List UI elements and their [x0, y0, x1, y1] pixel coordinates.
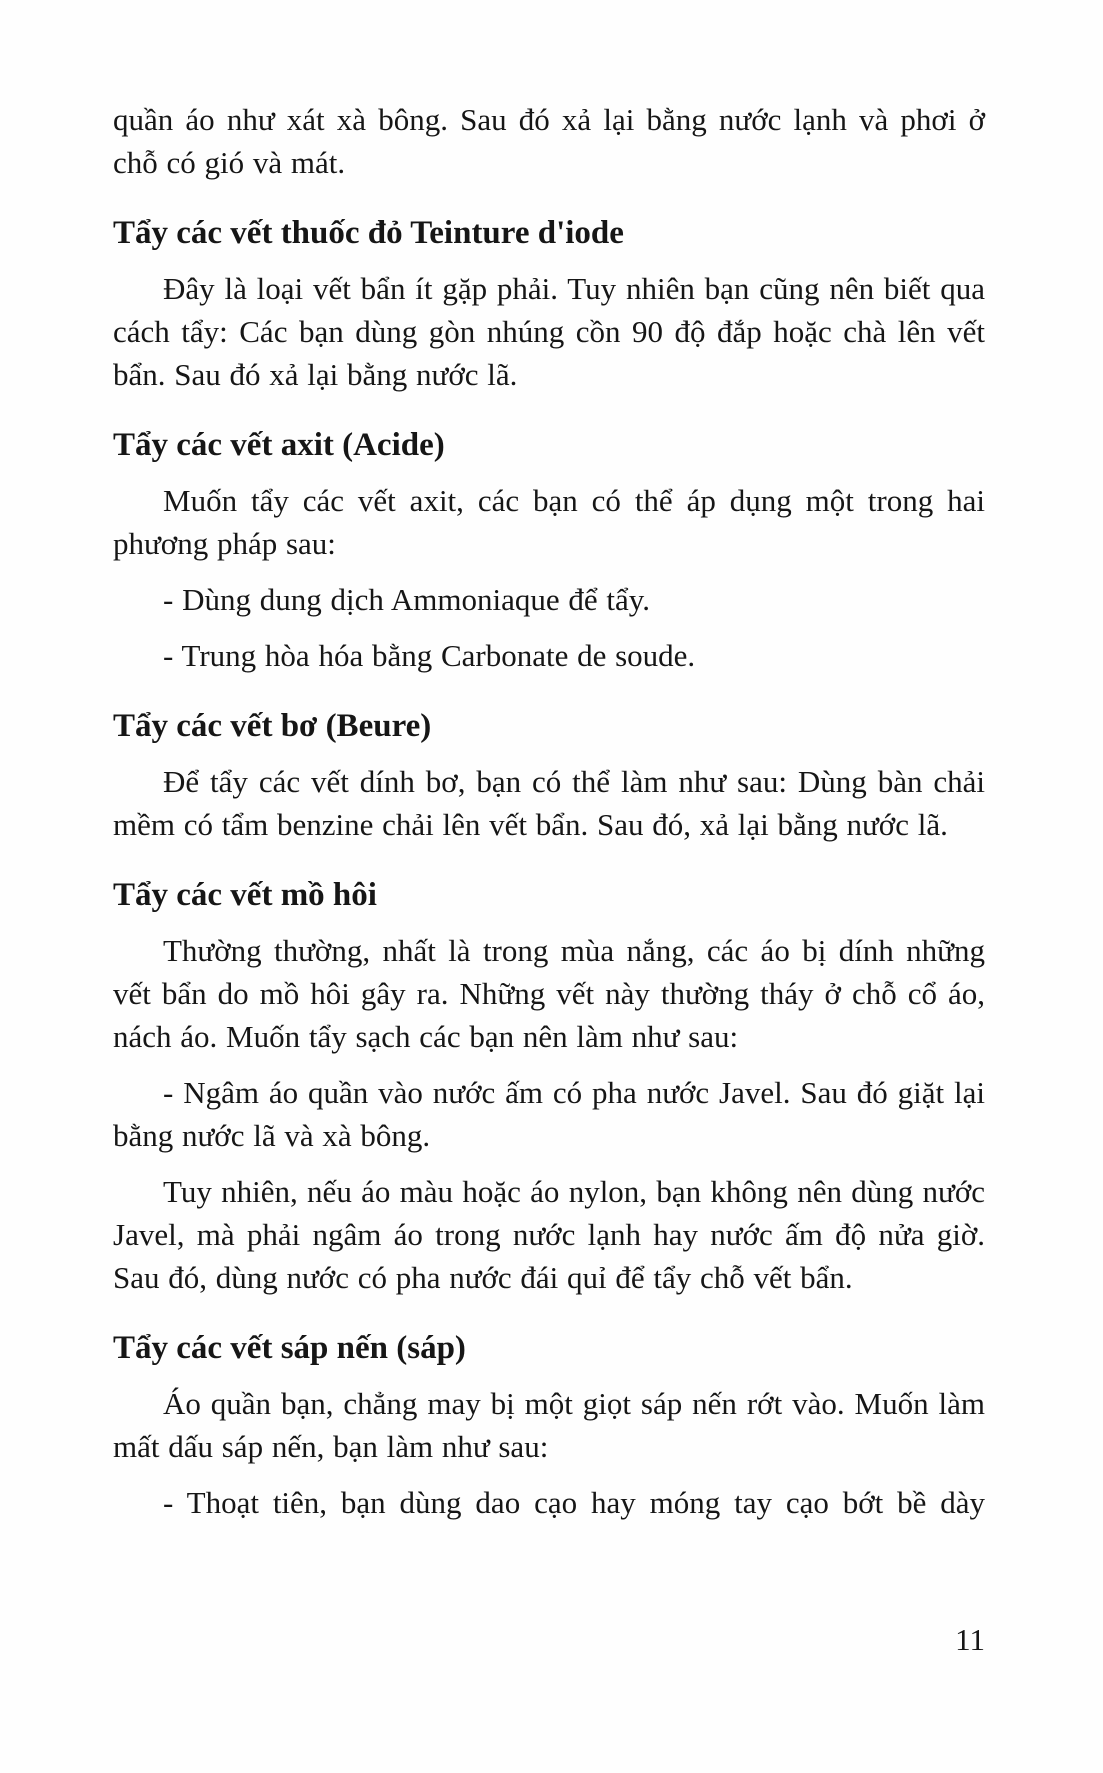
paragraph: Đây là loại vết bẩn ít gặp phải. Tuy nhiên bạn cũng nên biết qua cách tẩy: Các bạn dùng gòn nhúng cồn 90 độ đắp hoặc chà lên vết bẩn. Sau đó xả lại bằng nước lã. [113, 271, 985, 392]
paragraph: Để tẩy các vết dính bơ, bạn có thể làm như sau: Dùng bàn chải mềm có tẩm benzine chải lên vết bẩn. Sau đó, xả lại bằng nước lã. [113, 764, 985, 842]
paragraph: Tuy nhiên, nếu áo màu hoặc áo nylon, bạn không nên dùng nước Javel, mà phải ngâm áo trong nước lạnh hay nước ấm độ nửa giờ. Sau đó, dùng nước có pha nước đái quỉ để tẩy chỗ vết bẩn. [113, 1174, 985, 1295]
paragraph: Áo quần bạn, chẳng may bị một giọt sáp nến rớt vào. Muốn làm mất dấu sáp nến, bạn làm như sau: [113, 1386, 985, 1464]
paragraph: Thường thường, nhất là trong mùa nắng, các áo bị dính những vết bẩn do mồ hôi gây ra. Những vết này thường tháy ở chỗ cổ áo, nách áo. Muốn tẩy sạch các bạn nên làm như sau: [113, 933, 985, 1054]
list-item: - Ngâm áo quần vào nước ấm có pha nước Javel. Sau đó giặt lại bằng nước lã và xà bông. [113, 1075, 985, 1153]
list-item: - Trung hòa hóa bằng Carbonate de soude. [163, 638, 696, 673]
section-heading-mo-hoi: Tẩy các vết mồ hôi [113, 877, 377, 913]
section-heading-axit: Tẩy các vết axit (Acide) [113, 427, 445, 463]
section-heading-sap-nen: Tẩy các vết sáp nến (sáp) [113, 1330, 466, 1366]
list-item: - Thoạt tiên, bạn dùng dao cạo hay móng tay cạo bớt bề dày [163, 1485, 985, 1520]
paragraph-continuation: quần áo như xát xà bông. Sau đó xả lại bằng nước lạnh và phơi ở chỗ có gió và mát. [113, 102, 985, 180]
list-item: - Dùng dung dịch Ammoniaque để tẩy. [163, 582, 650, 617]
section-heading-teinture-diode: Tẩy các vết thuốc đỏ Teinture d'iode [113, 215, 624, 251]
section-heading-bo: Tẩy các vết bơ (Beure) [113, 708, 432, 744]
page-content [113, 98, 985, 1537]
paragraph: Muốn tẩy các vết axit, các bạn có thể áp dụng một trong hai phương pháp sau: [113, 483, 985, 561]
page-number: 11 [955, 1622, 985, 1657]
